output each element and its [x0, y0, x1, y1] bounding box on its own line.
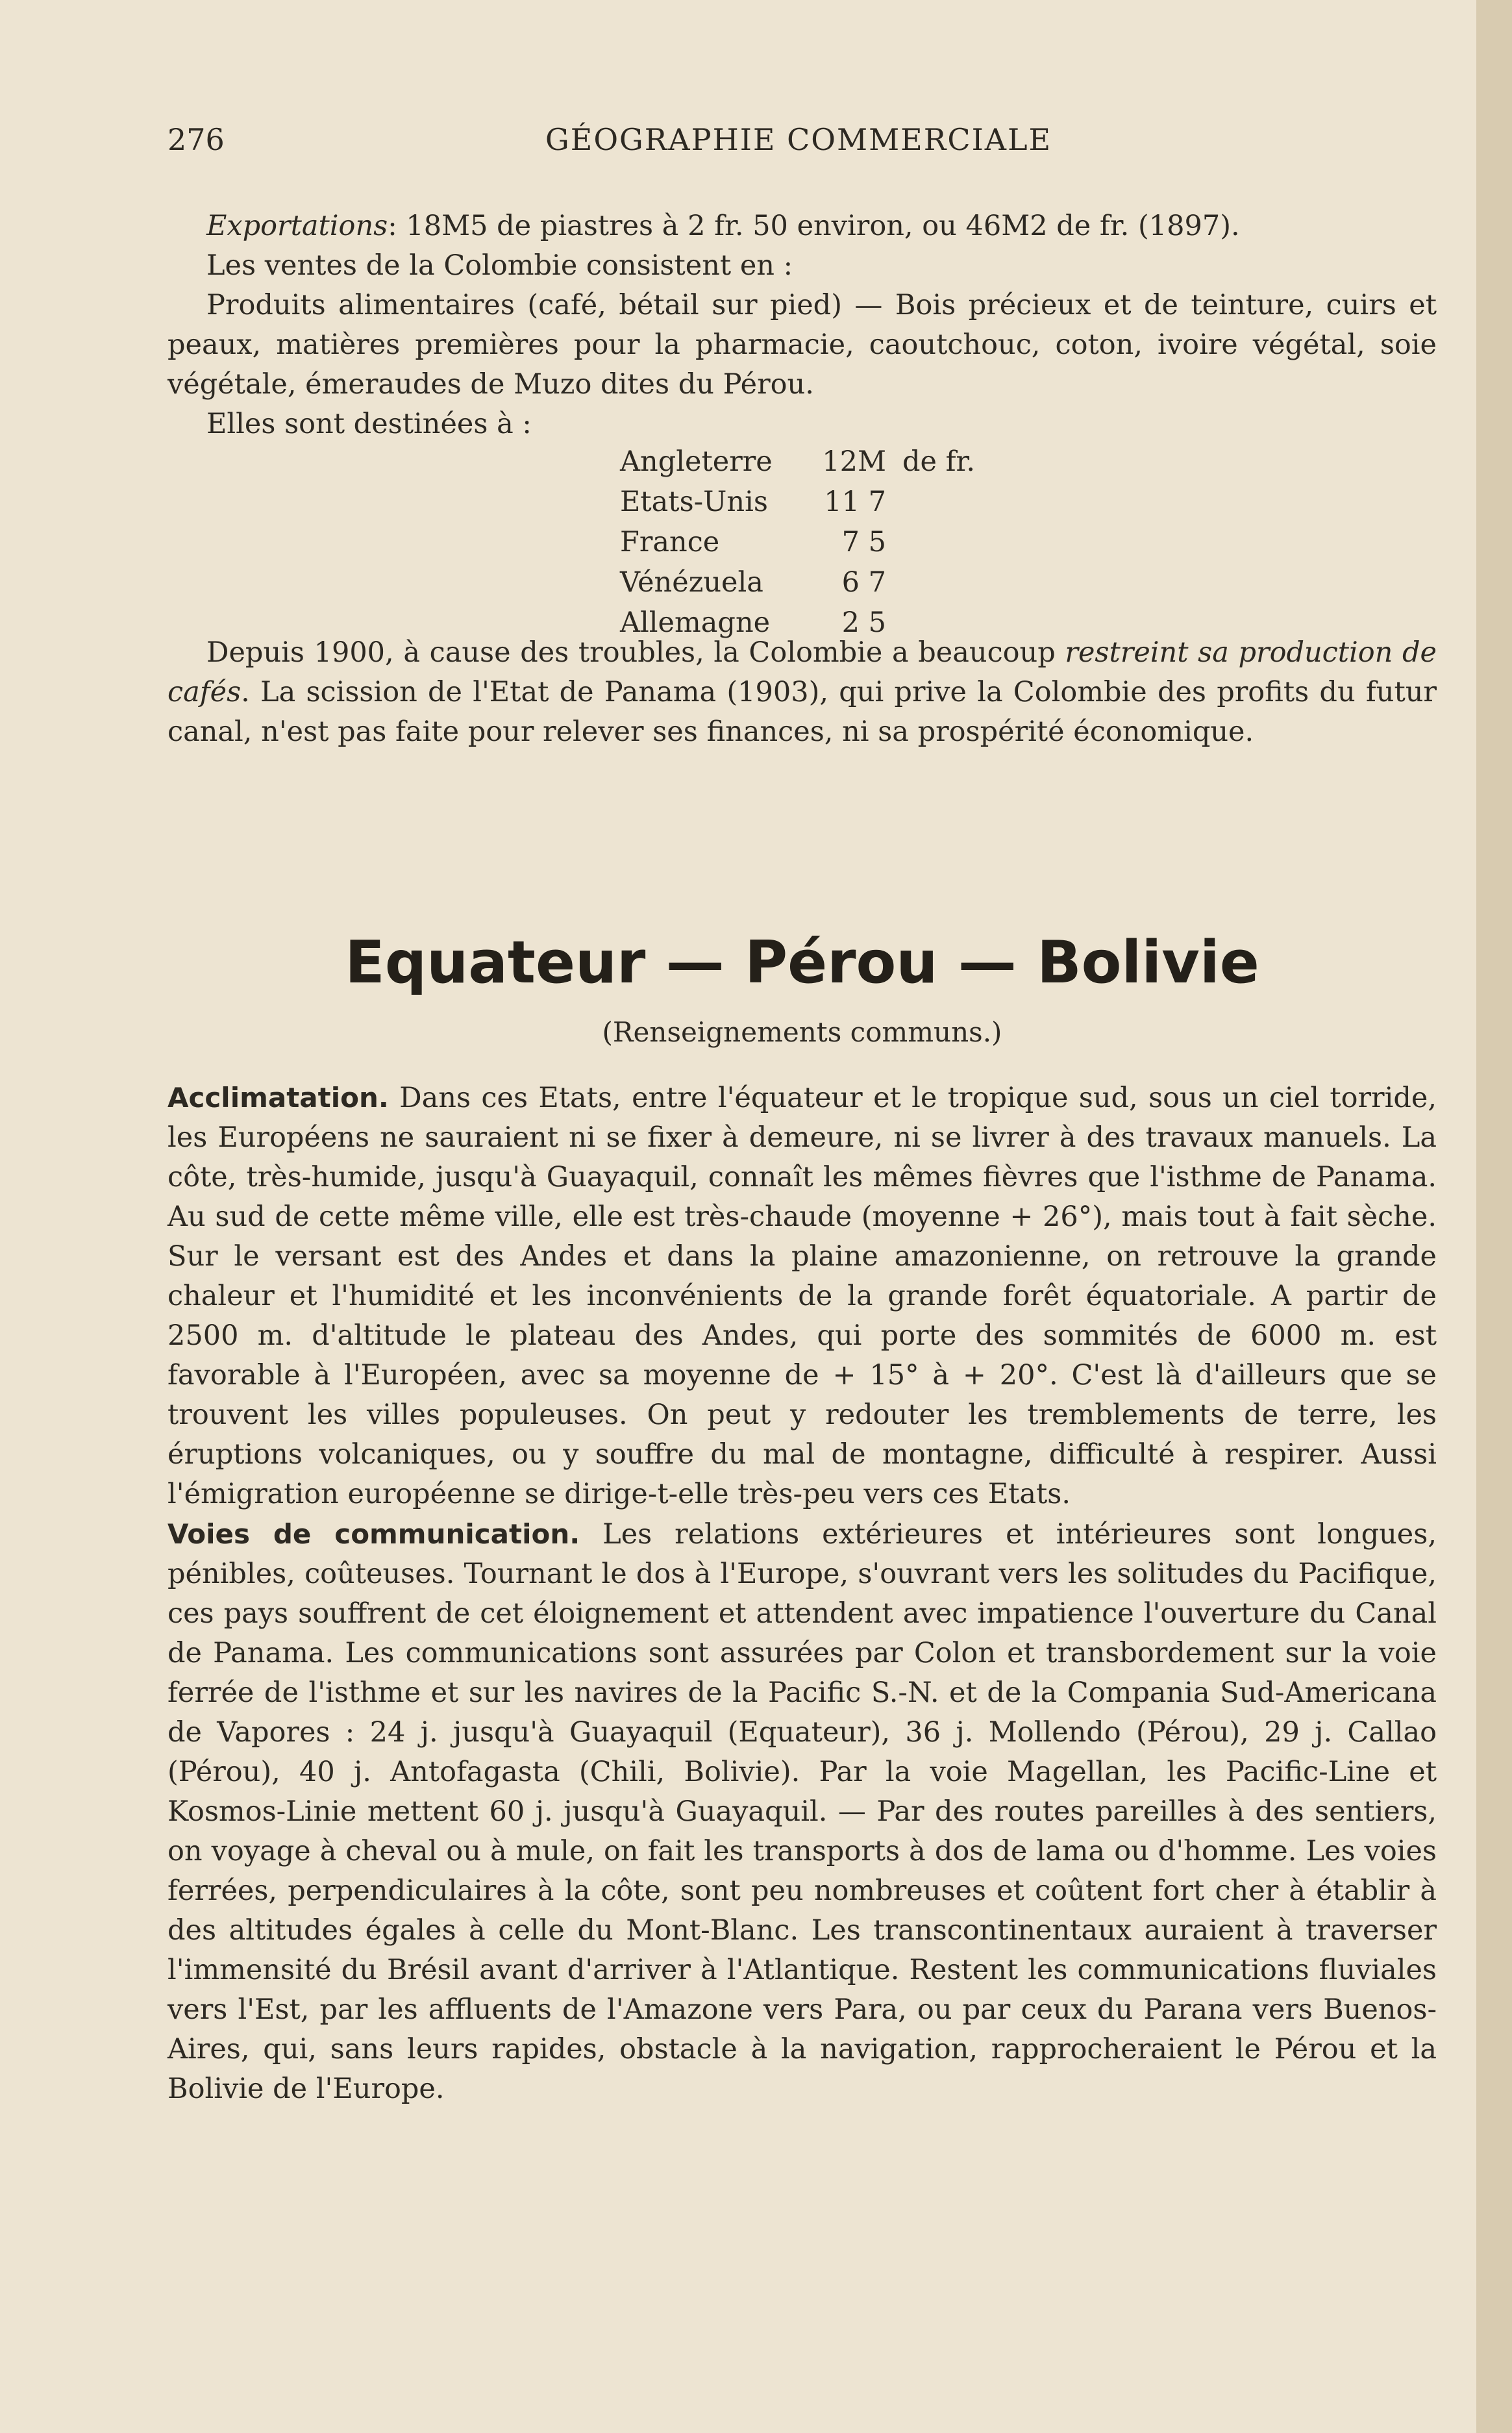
exports-line — [167, 206, 1437, 246]
country-name: Etats-Unis — [620, 486, 768, 518]
table-row — [620, 482, 1074, 522]
export-amount: 6 7 — [841, 566, 886, 599]
table-row — [620, 522, 1074, 562]
page-number: 276 — [167, 122, 225, 157]
colombia-text-end: . La scission de l'Etat de Panama (1903), qui prive la Colombie des profits du futur canal, n'est pas faite pour relever ses finances, ni sa prospérité économique. — [167, 676, 1437, 748]
export-unit: de fr. — [902, 445, 976, 478]
communication-text: Les relations extérieures et intérieures sont longues, pénibles, coûteuses. Tournant le dos à l'Europe, s'ouvrant vers les solitudes du Pacifique, ces pays souffrent de cet éloignement et attendent avec impatience l'ouverture du Canal de Panama. Les communications sont assurées par Colon et transbordement sur la voie ferrée de l'isthme et sur les navires de la Pacific S.-N. et de la Compania Sud-Americana de Vapores : 24 j. jusqu'à Guayaquil (Equateur), 36 j. Mollendo (Pérou), 29 j. Callao (Pérou), 40 j. Antofagasta (Chili, Bolivie). Par la voie Magellan, les Pacific-Line et Kosmos-Linie mettent 60 j. jusqu'à Guayaquil. — Par des routes pareilles à des sentiers, on voyage à cheval ou à mule, on fait les transports à dos de lama ou d'homme. Les voies ferrées, perpendiculaires à la côte, sont peu nombreuses et coûtent fort cher à établir à des altitudes égales à celle du Mont-Blanc. Les transcontinentaux auraient à traverser l'immensité du Brésil avant d'arriver à l'Atlantique. Restent les communications fluviales vers l'Est, par les affluents de l'Amazone vers Para, ou par ceux du Parana vers Buenos-Aires, qui, sans leurs rapides, obstacle à la navigation, rapprocheraient le Pérou et la Bolivie de l'Europe. — [167, 1518, 1437, 2105]
country-name: Angleterre — [620, 445, 773, 478]
products-list: Produits alimentaires (café, bétail sur pied) — Bois précieux et de teinture, cuirs et peaux, matières premières pour la pharmacie, caoutchouc, coton, ivoire végétal, soie végétale, émeraudes de Muzo dites du Pérou. — [167, 289, 1437, 401]
colombia-exports-intro — [167, 206, 1437, 444]
country-name: Allemagne — [620, 606, 771, 639]
colombia-text-start: Depuis 1900, à cause des troubles, la Colombie a beaucoup — [206, 636, 1065, 669]
country-name: Vénézuela — [620, 566, 763, 599]
export-unit — [886, 562, 980, 603]
export-unit — [886, 482, 980, 522]
running-head: GÉOGRAPHIE COMMERCIALE — [545, 122, 1052, 157]
colombia-italic-phrase: restreint sa production de cafés — [167, 636, 1437, 708]
acclimatation-text: Dans ces Etats, entre l'équateur et le tropique sud, sous un ciel torride, les Européens ne sauraient ni se fixer à demeure, ni se livrer à des travaux manuels. La côte, très-humide, jusqu'à Guayaquil, connaît les mêmes fièvres que l'isthme de Panama. Au sud de cette même ville, elle est très-chaude (moyenne + 26°), mais tout à fait sèche. Sur le versant est des Andes et dans la plaine amazonienne, on retrouve la grande chaleur et l'humidité et les inconvénients de la grande forêt équatoriale. A partir de 2500 m. d'altitude le plateau des Andes, qui porte des sommités de 6000 m. est favorable à l'Européen, avec sa moyenne de + 15° à + 20°. C'est là d'ailleurs que se trouvent les villes populeuses. On peut y redouter les tremblements de terre, les éruptions volcaniques, ou y souffre du mal de montagne, difficulté à respirer. Aussi l'émigration européenne se dirige-t-elle très-peu vers ces Etats. — [167, 1082, 1437, 1510]
section-subtitle: (Renseignements communs.) — [602, 1016, 1002, 1048]
export-amount: 11 7 — [824, 486, 886, 518]
page-header — [167, 122, 1433, 168]
exports-label: Exportations — [206, 210, 388, 242]
colombia-production-text — [167, 633, 1437, 752]
table-row — [620, 562, 1074, 603]
table-row — [620, 442, 1074, 482]
communication-paragraph — [167, 1514, 1437, 2109]
colombia-paragraph — [167, 633, 1437, 752]
export-amount: 7 5 — [841, 526, 886, 558]
communication-heading: Voies de communication. — [167, 1518, 580, 1550]
export-unit — [886, 522, 980, 562]
acclimatation-heading: Acclimatation. — [167, 1082, 389, 1114]
acclimatation-paragraph — [167, 1078, 1437, 1514]
export-amount: 12M — [822, 445, 886, 478]
exports-value: : 18M5 de piastres à 2 fr. 50 environ, ou 46M2 de fr. (1897). — [388, 210, 1240, 242]
exports-by-country-table — [620, 442, 1074, 643]
destinations-intro: Elles sont destinées à : — [206, 408, 532, 440]
export-amount: 2 5 — [841, 606, 886, 639]
country-name: France — [620, 526, 720, 558]
main-body-text — [167, 1078, 1437, 2109]
sales-intro: Les ventes de la Colombie consistent en : — [206, 249, 793, 282]
section-title: Equateur — Pérou — Bolivie — [345, 929, 1259, 997]
